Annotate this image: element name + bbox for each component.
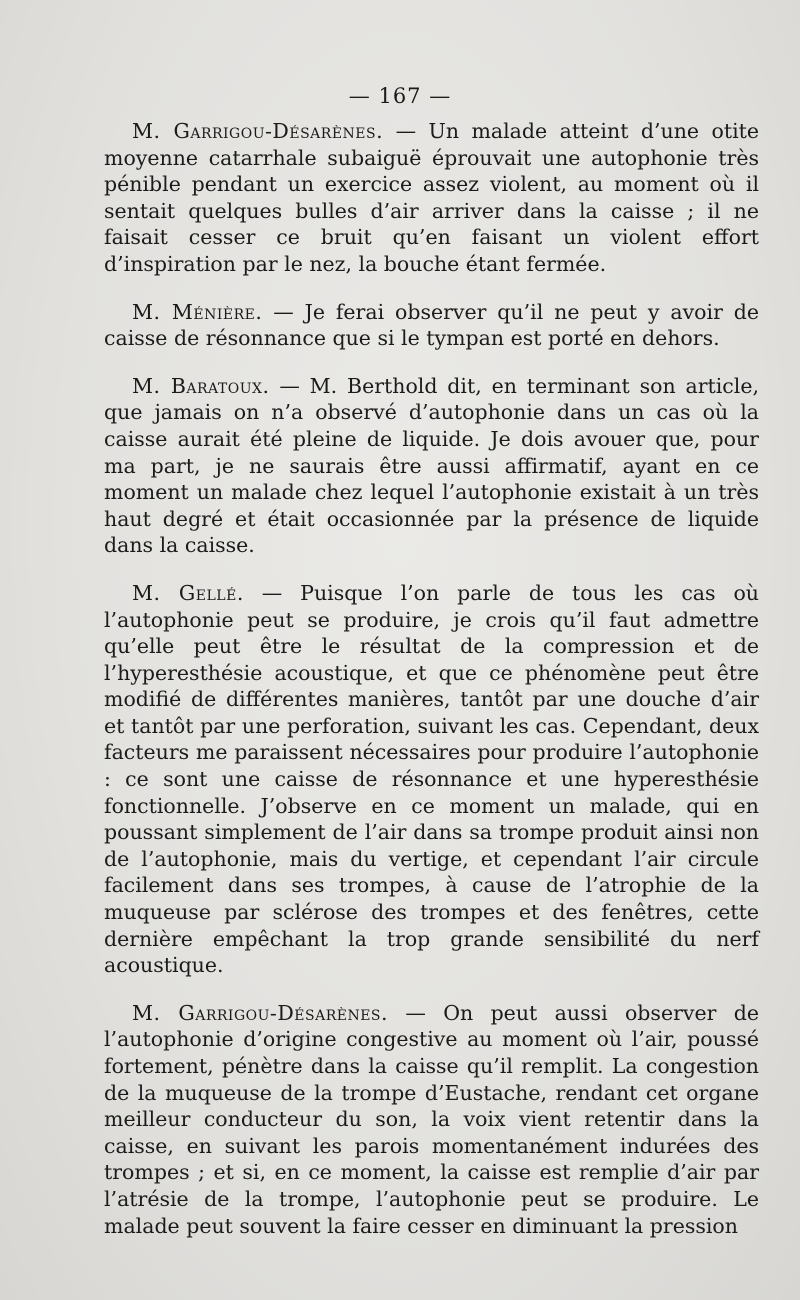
speaker-name: M. Garrigou-Désarènes. xyxy=(132,119,384,143)
speaker-name: M. Ménière. xyxy=(132,299,263,324)
paragraph xyxy=(104,118,759,278)
paragraph-text: — Puisque l’on parle de tous les cas où l’autophonie peut se produire, je crois qu’il faut admettre qu’elle peut être le résultat de la compression et de l’hyperesthésie acoustique, et que ce phénomène peut être modifié de différentes manières, tantôt par une douche d’air et tantôt par une perforation, suivant les cas. Cependant, deux facteurs me paraissent nécessaires pour produire l’autophonie : ce sont une caisse de résonnance et une hyperesthésie fonctionnelle. J’observe en ce moment un malade, qui en poussant simplement de l’air dans sa trompe produit ainsi non de l’autophonie, mais du vertige, et cependant l’air circule facilement dans ses trompes, à cause de l’atrophie de la muqueuse par sclérose des trompes et des fenêtres, cette dernière empêchant la trop grande sensibilité du nerf acoustique. xyxy=(104,580,759,978)
paragraph-text: — Un malade atteint d’une otite moyenne catarrhale subaiguë éprouvait une autophonie très pénible pendant un exercice assez violent, au moment où il sentait quelques bulles d’air arriver dans la caisse ; il ne faisait cesser ce bruit qu’en faisant un violent effort d’inspiration par le nez, la bouche étant fermée. xyxy=(104,119,760,276)
paragraph-text: — M. Berthold dit, en terminant son article, que jamais on n’a observé d’autophonie dans un cas où la caisse aurait été pleine de liquide. Je dois avouer que, pour ma part, je ne saurais être aussi affirmatif, ayant en ce moment un malade chez lequel l’autophonie existait à un très haut degré et était occasionnée par la présence de liquide dans la caisse. xyxy=(104,373,759,558)
speaker-name: M. Garrigou-Désarènes. xyxy=(132,1000,389,1025)
paragraph xyxy=(104,373,759,559)
paragraph-text: — On peut aussi observer de l’autophonie d’origine congestive au moment où l’air, poussé fortement, pénètre dans la caisse qu’il remplit. La congestion de la muqueuse de la trompe d’Eustache, rendant cet organe meilleur conducteur du son, la voix vient retentir dans la caisse, en suivant les parois momentanément indurées des trompes ; et si, en ce moment, la caisse est remplie d’air par l’atrésie de la trompe, l’autophonie peut se produire. Le malade peut souvent la faire cesser en diminuant la pression xyxy=(104,1000,759,1238)
body-text xyxy=(104,118,759,1260)
paragraph xyxy=(104,1000,759,1239)
paragraph-text: — Je ferai observer qu’il ne peut y avoir de caisse de résonnance que si le tympan est porté en dehors. xyxy=(104,299,759,351)
speaker-name: M. Gellé. xyxy=(132,580,244,605)
page-number: — 167 — xyxy=(348,84,452,108)
speaker-name: M. Baratoux. xyxy=(132,373,270,398)
paragraph xyxy=(104,580,759,979)
paragraph xyxy=(104,299,759,352)
